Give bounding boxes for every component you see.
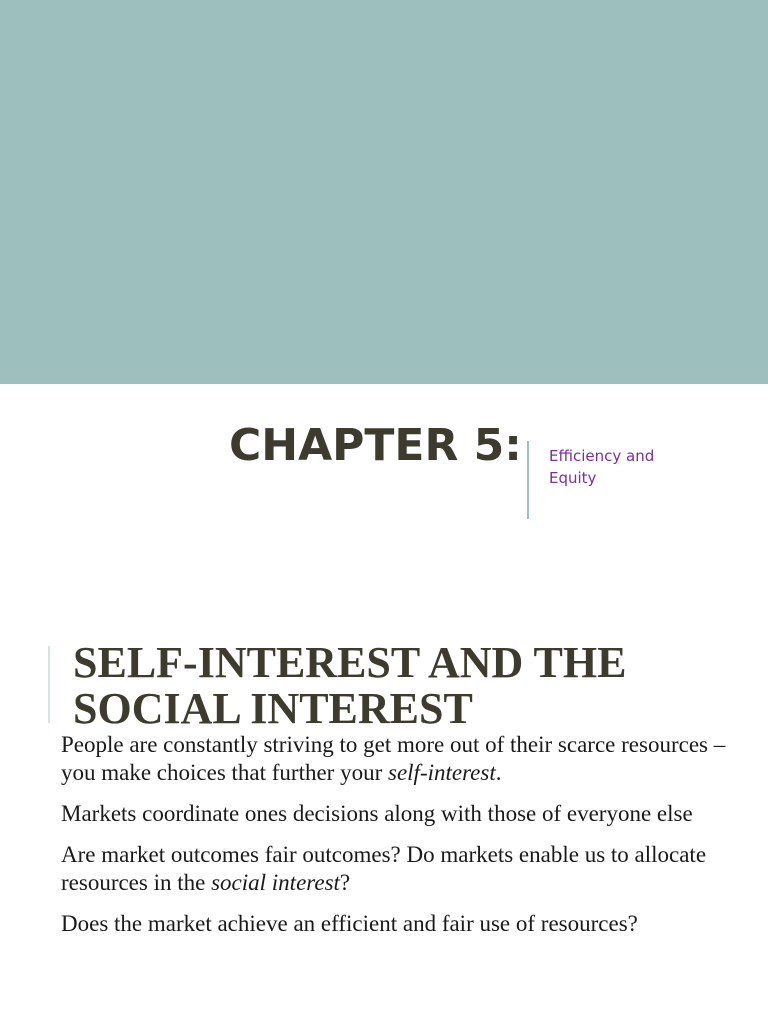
chapter-subtitle: Efficiency and Equity	[549, 447, 655, 487]
paragraph-text: ?	[339, 870, 351, 895]
body-paragraph	[61, 910, 751, 938]
title-slide-color-band	[0, 0, 768, 384]
body-paragraph	[61, 731, 751, 787]
body-text	[61, 731, 751, 951]
body-paragraph	[61, 841, 751, 897]
chapter-title: CHAPTER 5:	[229, 420, 522, 471]
section-heading: SELF-INTEREST AND THE SOCIAL INTEREST	[73, 638, 627, 733]
title-divider	[527, 441, 529, 519]
section-accent-line	[48, 646, 50, 723]
emphasis-text: self-interest	[388, 760, 496, 785]
paragraph-text: Markets coordinate ones decisions along with those of everyone else	[61, 801, 693, 826]
paragraph-text: .	[495, 760, 502, 785]
body-paragraph	[61, 800, 751, 828]
paragraph-text: People are constantly striving to get more out of their scarce resources – you make choices that further your	[61, 732, 726, 785]
emphasis-text: social interest	[211, 870, 340, 895]
paragraph-text: Does the market achieve an efficient and fair use of resources?	[61, 911, 638, 936]
paragraph-text: Are market outcomes fair outcomes? Do markets enable us to allocate resources in the	[61, 842, 707, 895]
